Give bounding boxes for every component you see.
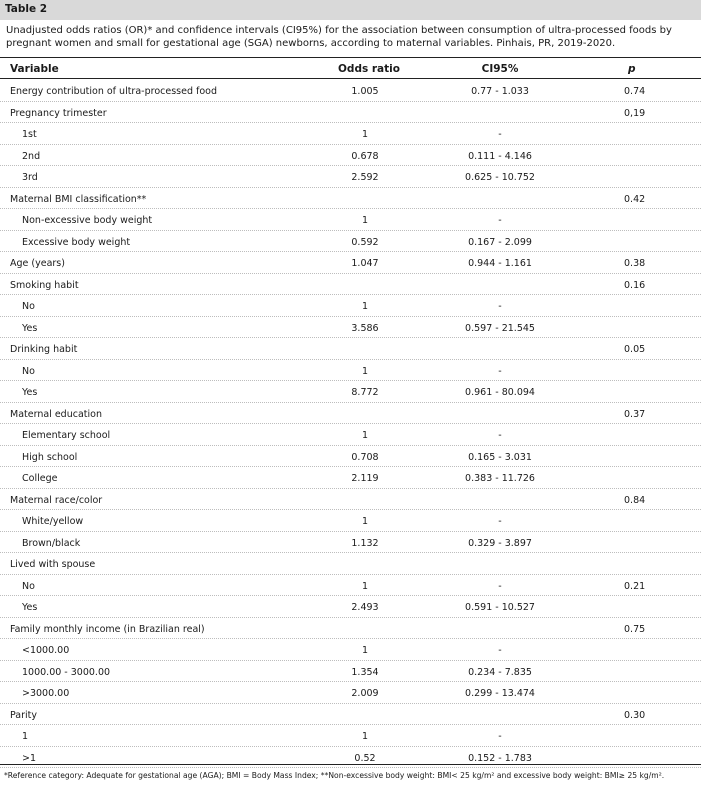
row-ci95: - [498,301,502,312]
row-variable: Maternal education [10,408,102,420]
row-variable: No [22,301,35,312]
table-row [0,102,701,124]
row-variable: 1 [22,731,29,742]
row-variable: Pregnancy trimester [10,107,107,119]
table-header [0,57,701,79]
row-odds-ratio: 1 [361,645,369,656]
row-odds-ratio: 8.772 [351,387,379,398]
row-ci95: 0.329 - 3.897 [468,537,532,549]
table-row [0,295,701,317]
row-p-value: 0,19 [624,107,646,119]
row-variable: No [22,365,35,377]
row-variable: Family monthly income (in Brazilian real) [10,623,205,635]
table-row [0,252,701,274]
row-odds-ratio: 1.005 [351,86,379,97]
table-row [0,661,701,683]
row-odds-ratio: 1 [361,731,369,742]
row-odds-ratio: 1 [361,301,369,312]
row-variable: College [22,473,58,484]
table-row [0,145,701,167]
table-row [0,618,701,640]
row-ci95: - [498,129,502,140]
table-row [0,725,701,747]
row-odds-ratio: 2.009 [351,688,379,699]
row-odds-ratio: 0.678 [351,150,379,162]
row-ci95: 0.597 - 21.545 [465,322,535,334]
table-row [0,575,701,597]
row-ci95: 0.383 - 11.726 [465,473,535,484]
row-ci95: 0.165 - 3.031 [468,451,532,463]
row-odds-ratio: 1 [361,516,369,527]
row-variable: Yes [22,322,38,334]
row-odds-ratio: 0.52 [354,752,376,764]
row-variable: White/yellow [22,516,84,527]
row-ci95: 0.167 - 2.099 [468,236,532,248]
header-variable: Variable [10,63,59,75]
row-variable: Drinking habit [10,344,78,355]
row-ci95: 0.625 - 10.752 [465,172,535,183]
table-row [0,446,701,468]
table-row [0,166,701,188]
row-odds-ratio: 0.708 [351,451,379,463]
row-odds-ratio: 1.354 [351,666,379,678]
row-odds-ratio: 2.119 [351,473,379,484]
row-odds-ratio: 1 [361,430,369,441]
row-odds-ratio: 0.592 [351,236,379,248]
table-row [0,317,701,339]
row-variable: 3rd [22,172,38,183]
row-variable: Lived with spouse [10,559,96,570]
row-variable: Age (years) [10,258,65,269]
table-row [0,231,701,253]
row-variable: Parity [10,709,38,721]
table-row [0,682,701,704]
row-variable: 1st [22,129,37,140]
row-ci95: 0.152 - 1.783 [468,752,532,764]
row-variable: Elementary school [22,430,111,441]
footer-divider [0,764,701,765]
table-row [0,596,701,618]
row-variable: >1 [22,752,37,764]
row-variable: Maternal BMI classification** [10,193,147,205]
row-p-value: 0.30 [624,709,646,721]
row-variable: Non-excessive body weight [22,215,153,226]
row-variable: Energy contribution of ultra-processed food [10,86,217,97]
table-row [0,188,701,210]
row-p-value: 0.84 [624,494,646,506]
row-odds-ratio: 2.493 [351,602,379,613]
row-odds-ratio: 3.586 [351,322,379,334]
table-row [0,274,701,296]
table-caption: Unadjusted odds ratios (OR)* and confidence intervals (CI95%) for the association between consumption of ultra-processed foods by pregnant women and small for gestational age (SGA) newborns, according to maternal variables. Pinhais, PR, 2019-2020. [6,25,672,49]
row-odds-ratio: 1 [361,580,369,592]
row-odds-ratio: 1 [361,215,369,226]
row-variable: Brown/black [22,537,81,549]
row-variable: 1000.00 - 3000.00 [22,666,111,678]
row-ci95: - [498,365,502,377]
row-p-value: 0.21 [624,580,646,592]
row-variable: <1000.00 [22,645,70,656]
table-row [0,639,701,661]
table-row [0,553,701,575]
row-p-value: 0.74 [624,86,646,97]
row-ci95: 0.961 - 80.094 [465,387,535,398]
row-ci95: - [498,516,502,527]
row-odds-ratio: 1 [361,365,369,377]
table-row [0,338,701,360]
row-variable: >3000.00 [22,688,70,699]
table-row [0,381,701,403]
table-row [0,704,701,726]
table-row [0,424,701,446]
table-row [0,123,701,145]
row-ci95: 0.111 - 4.146 [468,150,532,162]
table-row [0,360,701,382]
row-p-value: 0.38 [624,258,646,269]
row-ci95: 0.77 - 1.033 [471,86,529,97]
table-row [0,403,701,425]
row-ci95: 0.299 - 13.474 [465,688,535,699]
row-variable: Smoking habit [10,279,79,291]
row-p-value: 0.75 [624,623,646,635]
table-row [0,489,701,511]
row-ci95: - [498,430,502,441]
table-row [0,532,701,554]
row-p-value: 0.16 [624,279,646,291]
row-ci95: 0.234 - 7.835 [468,666,532,678]
table-row [0,510,701,532]
table-row [0,80,701,102]
row-odds-ratio: 1.047 [351,258,379,269]
row-variable: High school [22,451,78,463]
header-p: p [628,63,636,75]
row-odds-ratio: 2.592 [351,172,379,183]
row-ci95: - [498,215,502,226]
row-p-value: 0.05 [624,344,646,355]
header-odds-ratio: Odds ratio [338,63,400,75]
row-variable: Yes [22,387,38,398]
row-ci95: - [498,645,502,656]
table-body [0,80,701,768]
row-p-value: 0.42 [624,193,646,205]
row-variable: 2nd [22,150,41,162]
row-variable: Yes [22,602,38,613]
row-ci95: 0.944 - 1.161 [468,258,532,269]
table-footnote: *Reference category: Adequate for gestational age (AGA); BMI = Body Mass Index; **Non-excessive body weight: BMI< 25 kg/m² and excessive body weight: BMI≥ 25 kg/m². [4,771,665,780]
row-ci95: 0.591 - 10.527 [465,602,535,613]
row-ci95: - [498,580,502,592]
table-row [0,209,701,231]
row-odds-ratio: 1 [361,129,369,140]
row-odds-ratio: 1.132 [351,537,379,549]
table-row [0,467,701,489]
row-p-value: 0.37 [624,408,646,420]
table-label: Table 2 [0,0,701,20]
row-variable: Excessive body weight [22,236,131,248]
row-ci95: - [498,731,502,742]
row-variable: No [22,580,35,592]
row-variable: Maternal race/color [10,494,103,506]
header-ci95: CI95% [481,63,519,75]
